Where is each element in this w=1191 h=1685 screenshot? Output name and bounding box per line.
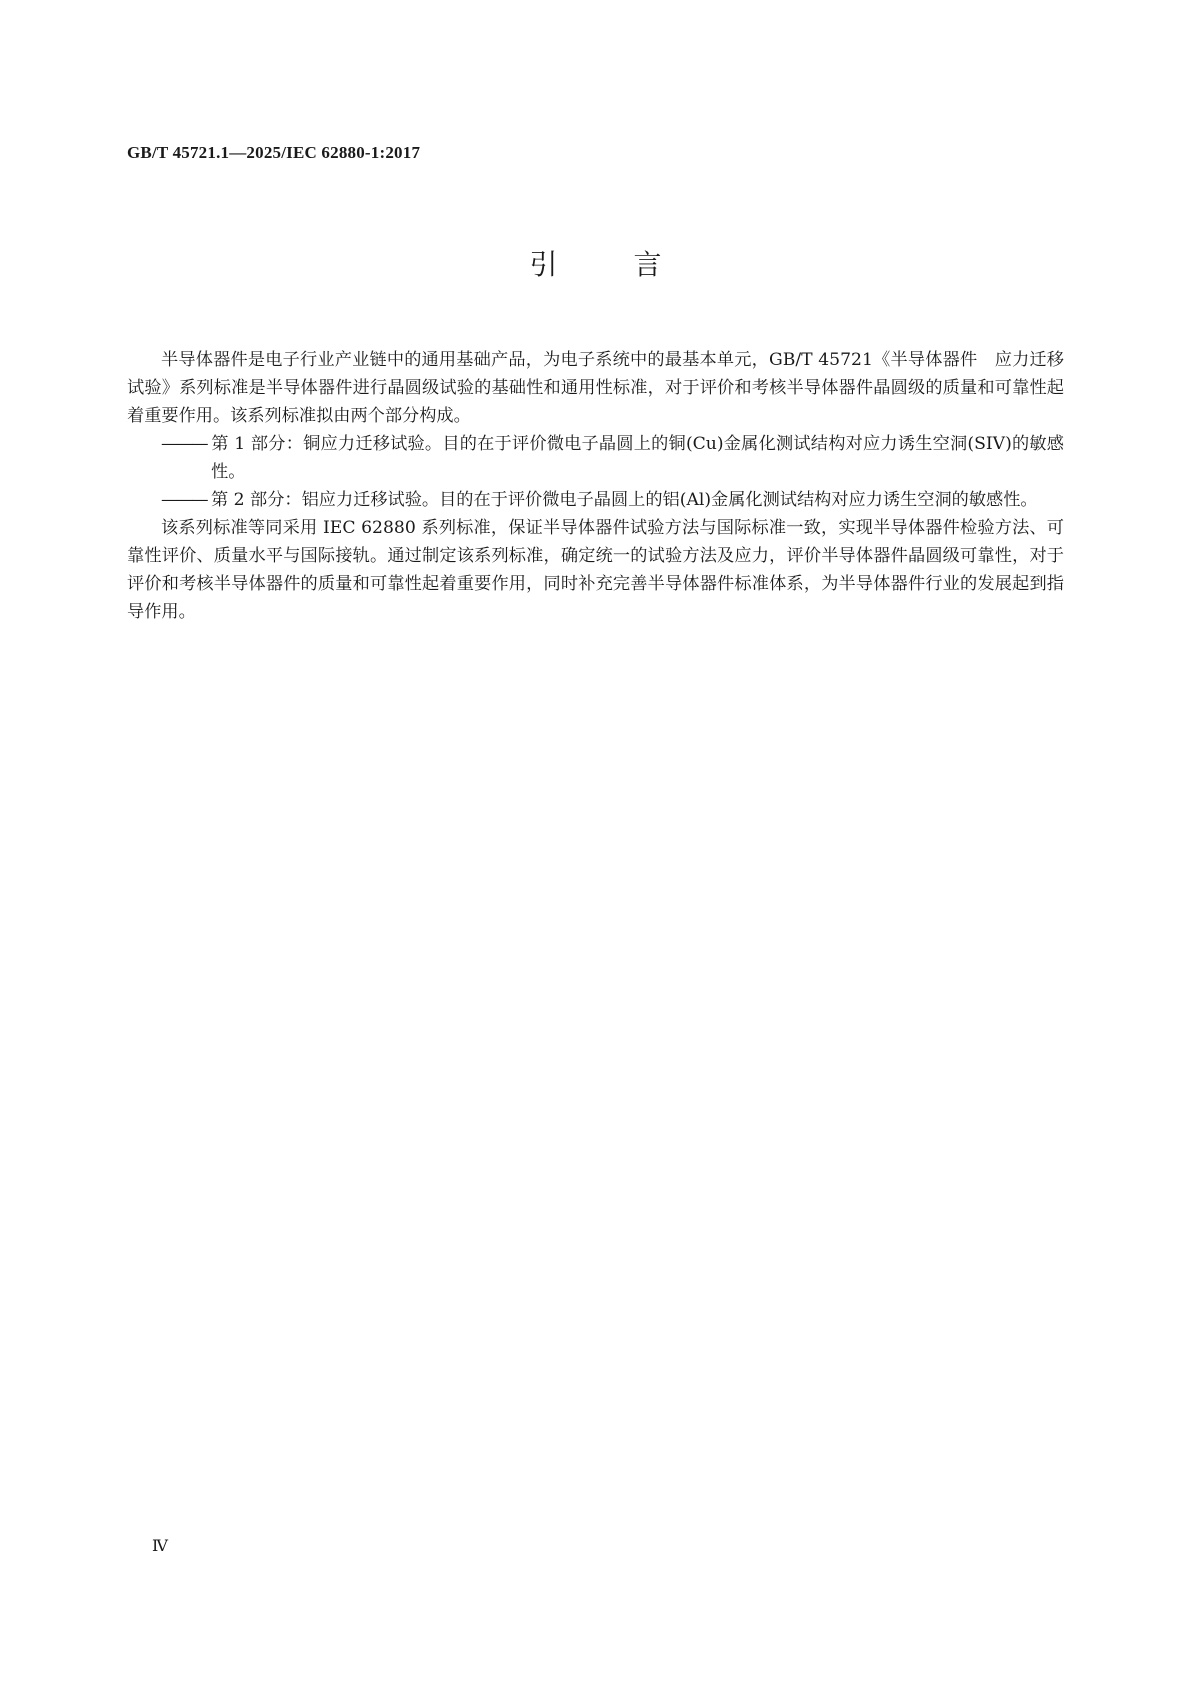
list-dash: ——— <box>161 434 207 454</box>
document-code: GB/T 45721.1—2025/IEC 62880-1:2017 <box>127 143 421 162</box>
list-item-part-2 <box>127 486 1064 514</box>
section-title-char-1: 引 <box>529 248 558 281</box>
page-number: Ⅳ <box>152 1538 168 1555</box>
list-item-part-1 <box>127 430 1064 486</box>
document-code-header <box>127 143 420 163</box>
paragraph-adoption: 该系列标准等同采用 IEC 62880 系列标准，保证半导体器件试验方法与国际标准一致，实现半导体器件检验方法、可靠性评价、质量水平与国际接轨。通过制定该系列标准，确定统一的试验方法及应力，评价半导体器件晶圆级可靠性，对于评价和考核半导体器件的质量和可靠性起着重要作用，同时补充完善半导体器件标准体系，为半导体器件行业的发展起到指导作用。 <box>127 518 1064 622</box>
section-title-char-2: 言 <box>633 248 662 281</box>
section-title <box>0 243 1191 283</box>
list-dash: ——— <box>161 490 207 510</box>
introduction-body <box>127 346 1064 626</box>
list-item-text: 第 1 部分：铜应力迁移试验。目的在于评价微电子晶圆上的铜(Cu)金属化测试结构对应力诱生空洞(SIV)的敏感性。 <box>211 434 1064 482</box>
paragraph-intro: 半导体器件是电子行业产业链中的通用基础产品，为电子系统中的最基本单元，GB/T 45721《半导体器件 应力迁移试验》系列标准是半导体器件进行晶圆级试验的基础性和通用性标准，对于评价和考核半导体器件晶圆级的质量和可靠性起着重要作用。该系列标准拟由两个部分构成。 <box>127 350 1064 426</box>
list-item-text: 第 2 部分：铝应力迁移试验。目的在于评价微电子晶圆上的铝(Al)金属化测试结构对应力诱生空洞的敏感性。 <box>211 490 1038 510</box>
